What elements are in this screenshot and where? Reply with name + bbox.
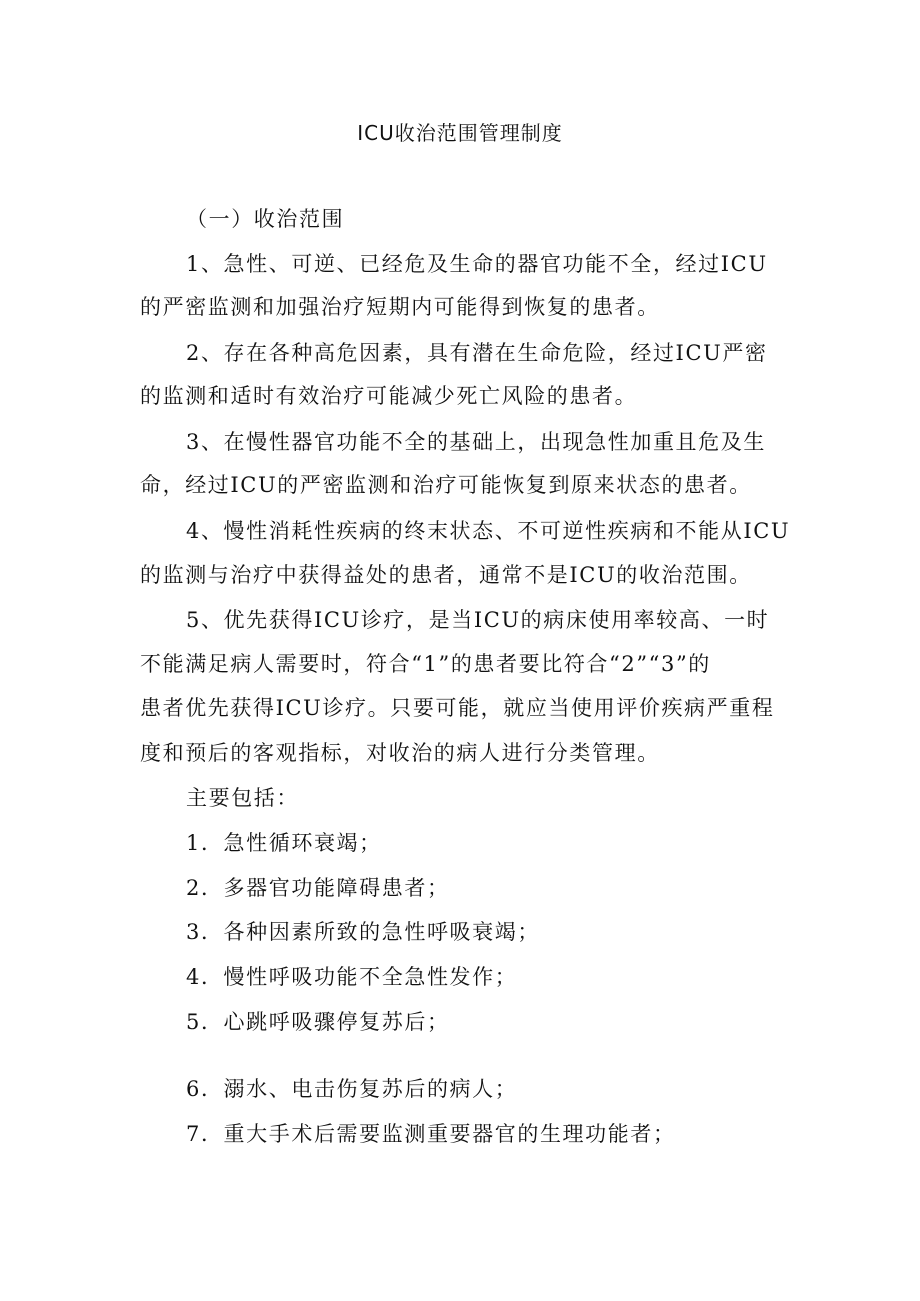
paragraph-line: 患者优先获得ICU诊疗。只要可能，就应当使用评价疾病严重程	[140, 696, 775, 720]
document-title: ICU收治范围管理制度	[357, 121, 563, 145]
list-item: 3．各种因素所致的急性呼吸衰竭；	[186, 920, 540, 944]
paragraph-line: 5、优先获得ICU诊疗，是当ICU的病床使用率较高、一时	[186, 608, 770, 632]
section-heading: （一）收治范围	[186, 207, 345, 231]
list-item: 6．溺水、电击伤复苏后的病人；	[186, 1077, 518, 1101]
list-item: 2．多器官功能障碍患者；	[186, 876, 450, 900]
paragraph-line: 3、在慢性器官功能不全的基础上，出现急性加重且危及生	[186, 430, 766, 454]
list-heading: 主要包括：	[186, 786, 299, 810]
paragraph-line: 1、急性、可逆、已经危及生命的器官功能不全，经过ICU	[186, 252, 768, 276]
list-item: 1．急性循环衰竭；	[186, 831, 382, 855]
paragraph-line: 度和预后的客观指标，对收治的病人进行分类管理。	[140, 741, 660, 765]
list-item: 5．心跳呼吸骤停复苏后；	[186, 1010, 450, 1034]
list-item: 4．慢性呼吸功能不全急性发作；	[186, 965, 518, 989]
paragraph-line: 的监测和适时有效治疗可能减少死亡风险的患者。	[140, 384, 638, 408]
paragraph-line: 不能满足病人需要时，符合“1”的患者要比符合“2”“3”的	[140, 652, 711, 676]
paragraph-line: 2、存在各种高危因素，具有潜在生命危险，经过ICU严密	[186, 341, 768, 365]
paragraph-line: 的严密监测和加强治疗短期内可能得到恢复的患者。	[140, 295, 660, 319]
paragraph-line: 的监测与治疗中获得益处的患者，通常不是ICU的收治范围。	[140, 563, 752, 587]
paragraph-line: 命，经过ICU的严密监测和治疗可能恢复到原来状态的患者。	[140, 473, 752, 497]
paragraph-line: 4、慢性消耗性疾病的终末状态、不可逆性疾病和不能从ICU	[186, 519, 791, 543]
list-item: 7．重大手术后需要监测重要器官的生理功能者；	[186, 1122, 676, 1146]
